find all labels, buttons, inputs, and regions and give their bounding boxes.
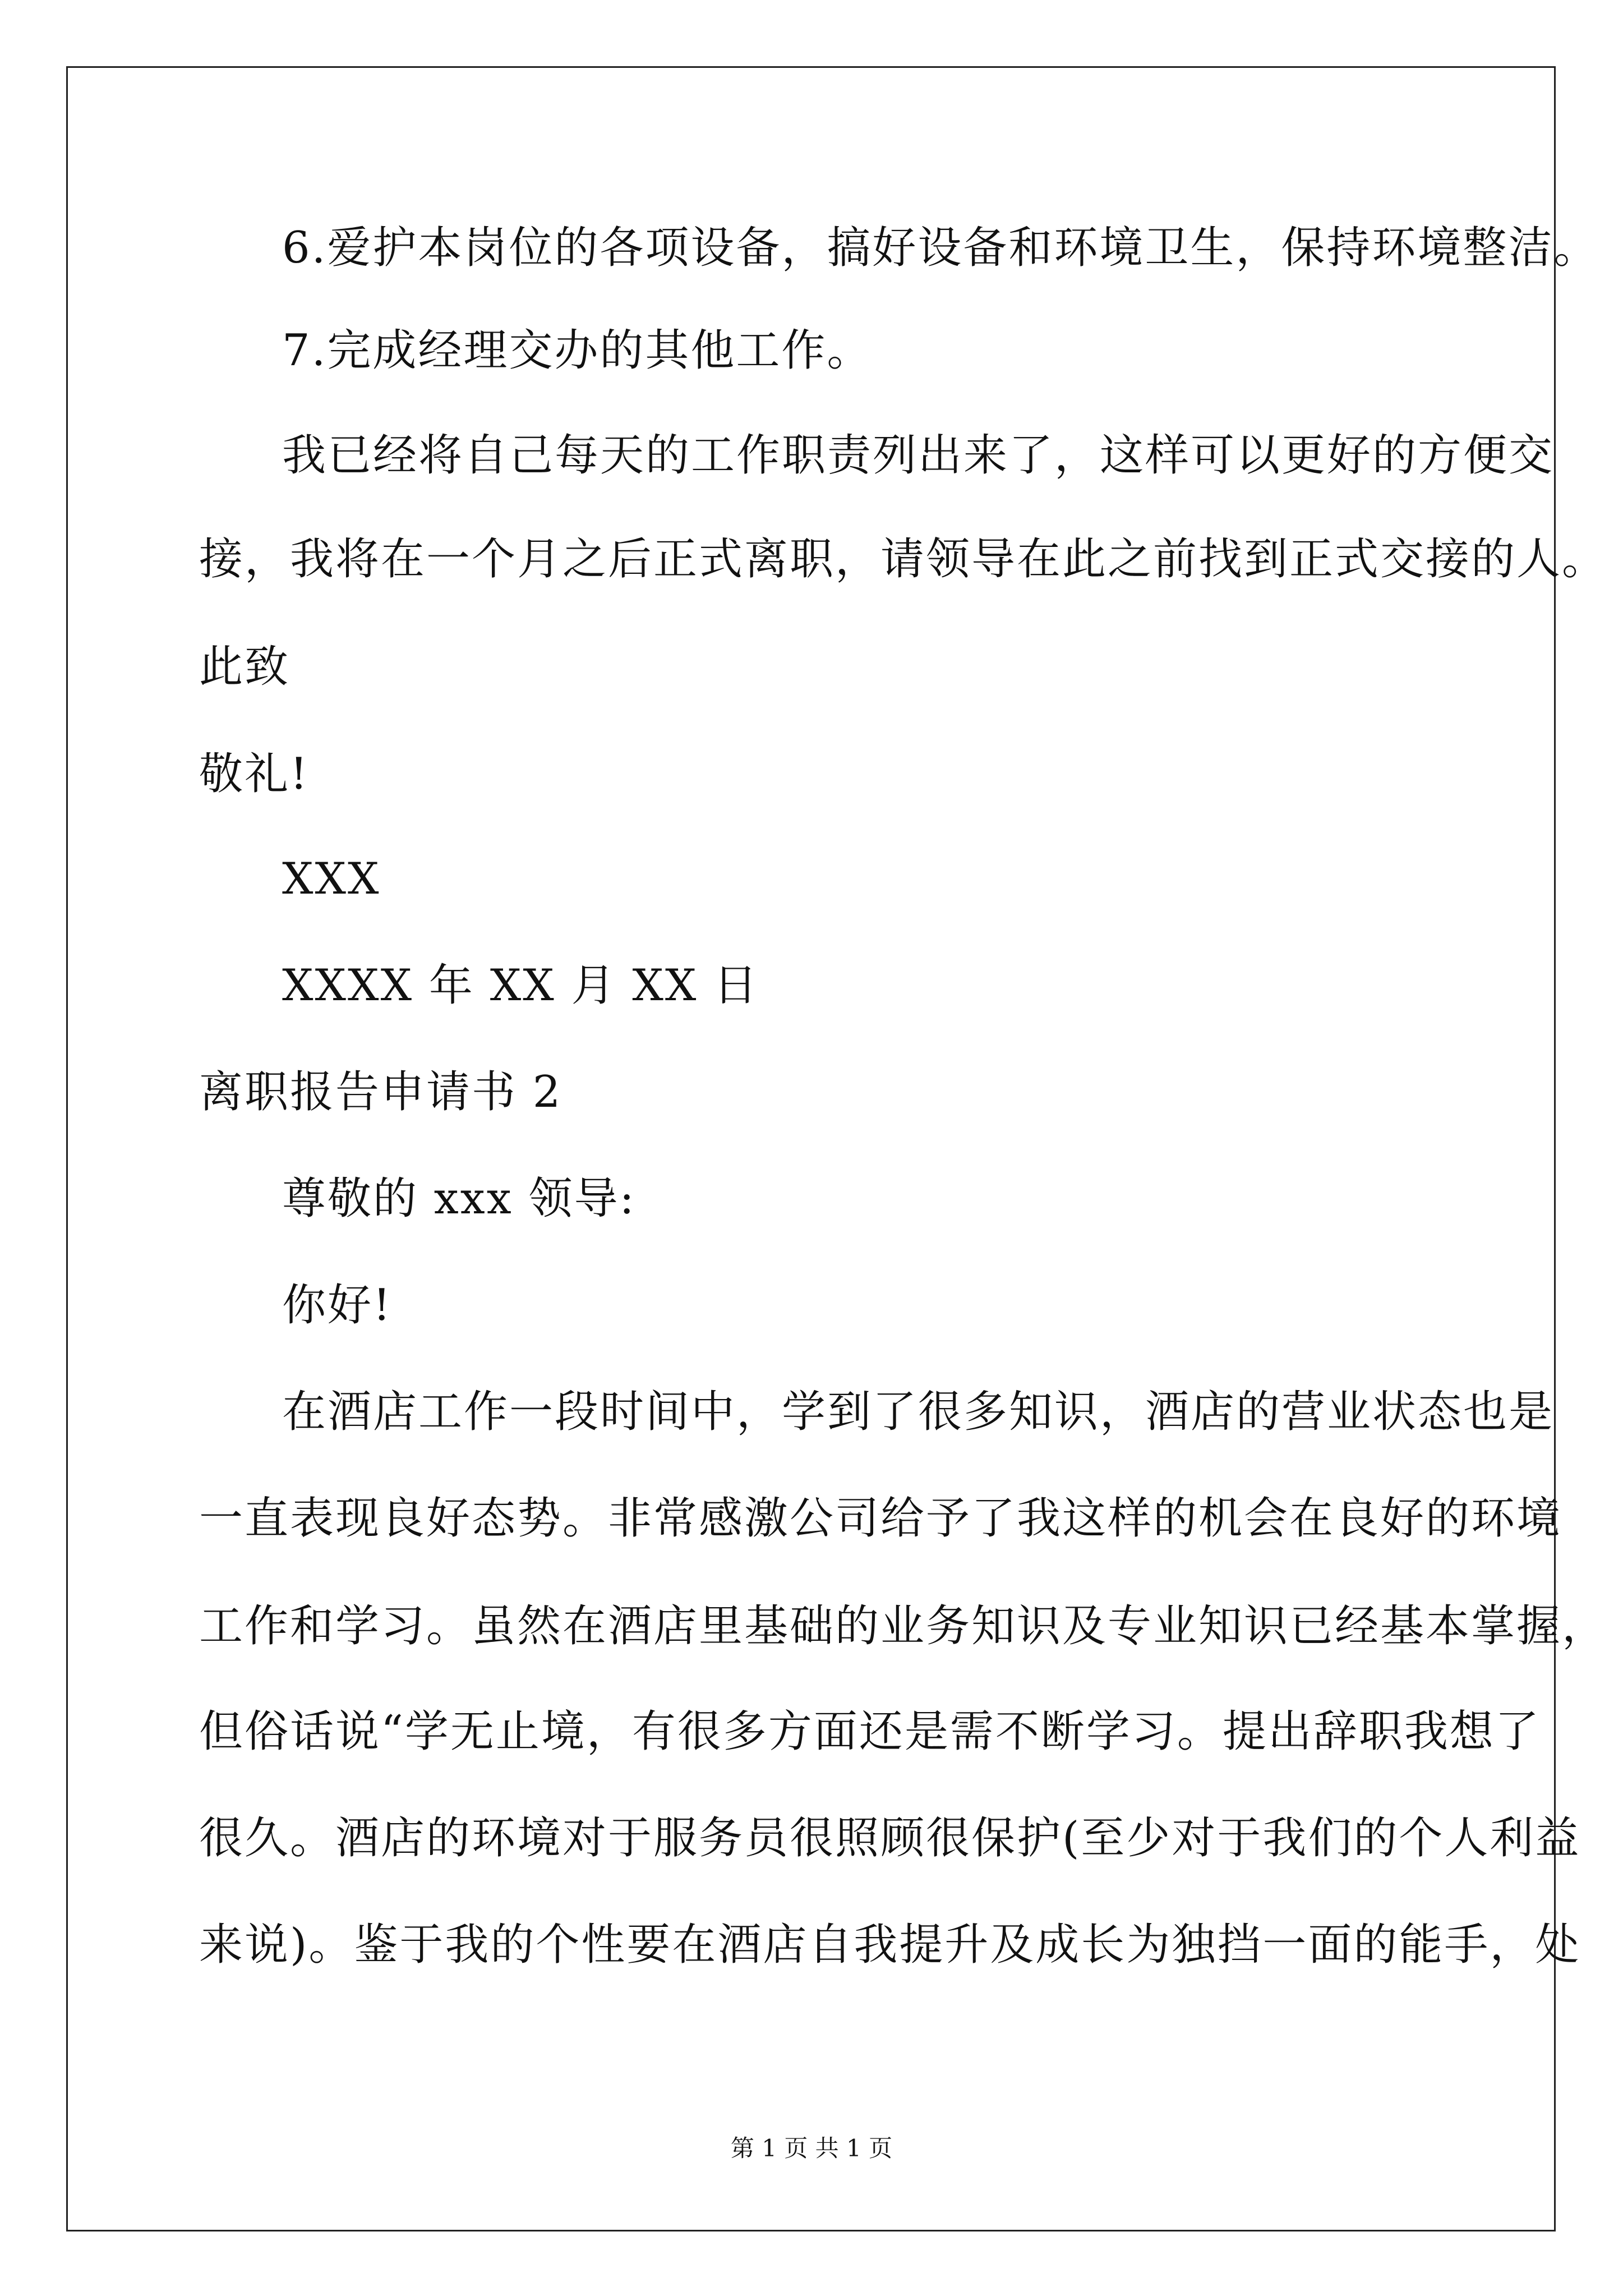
- signature-date: XXXX 年 XX 月 XX 日: [282, 960, 759, 1011]
- text-line-4: 接，我将在一个月之后正式离职，请领导在此之前找到正式交接的人。: [199, 534, 1608, 585]
- text-line-3: 我已经将自己每天的工作职责列出来了，这样可以更好的方便交: [282, 430, 1555, 481]
- page-footer: 第 1 页 共 1 页: [730, 2134, 893, 2162]
- section-title: 离职报告申请书 2: [199, 1067, 562, 1117]
- page-border: [66, 66, 1556, 2231]
- greeting: 尊敬的 xxx 领导:: [282, 1174, 636, 1224]
- closing-regards: 敬礼!: [199, 749, 310, 799]
- closing-salutation: 此致: [199, 642, 291, 692]
- greeting-hello: 你好!: [282, 1280, 393, 1331]
- text-line-1: 6.爱护本岗位的各项设备，搞好设备和环境卫生，保持环境整洁。: [282, 223, 1599, 273]
- text-line-14: 工作和学习。虽然在酒店里基础的业务知识及专业知识已经基本掌握，: [199, 1601, 1608, 1651]
- text-line-13: 一直表现良好态势。非常感激公司给予了我这样的机会在良好的环境: [199, 1493, 1562, 1544]
- text-line-17: 来说)。鉴于我的个性要在酒店自我提升及成长为独挡一面的能手，处: [199, 1920, 1581, 1970]
- signature-name: XXX: [282, 854, 381, 904]
- text-line-2: 7.完成经理交办的其他工作。: [282, 325, 873, 376]
- text-line-15: 但俗话说“学无止境，有很多方面还是需不断学习。提出辞职我想了: [199, 1706, 1541, 1757]
- text-line-16: 很久。酒店的环境对于服务员很照顾很保护(至少对于我们的个人利益: [199, 1813, 1581, 1864]
- text-line-12: 在酒店工作一段时间中，学到了很多知识，酒店的营业状态也是: [282, 1387, 1555, 1437]
